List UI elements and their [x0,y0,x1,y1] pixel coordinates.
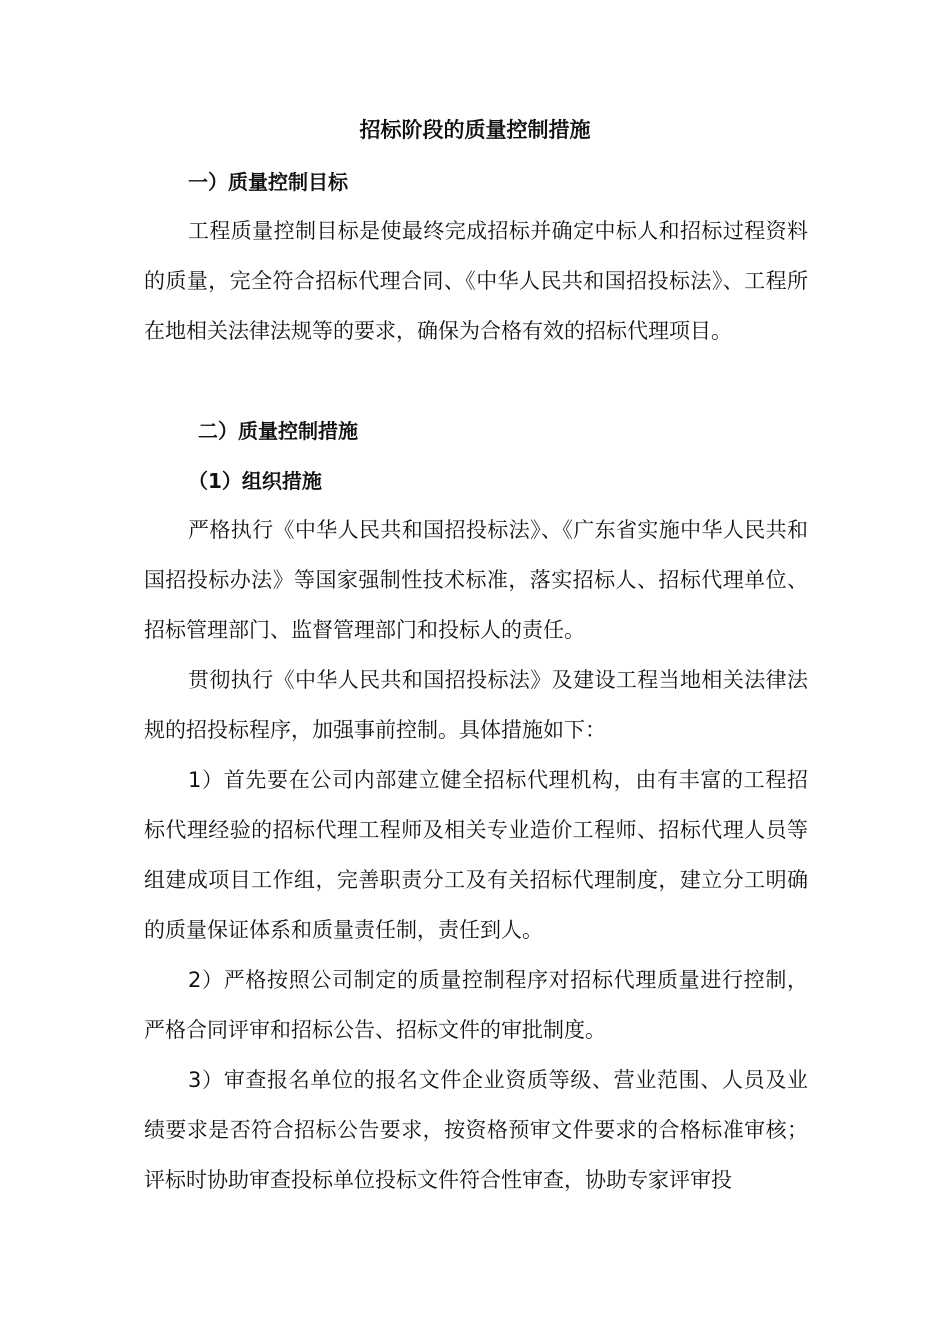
paragraph-procedure: 贯彻执行《中华人民共和国招投标法》及建设工程当地相关法律法规的招投标程序，加强事前控制。具体措施如下： [144,668,808,742]
section-heading-quality-measures: 二）质量控制措施 [198,419,358,443]
section-heading-quality-goal: 一）质量控制目标 [188,170,348,194]
paragraph-measure-1: 1）首先要在公司内部建立健全招标代理机构，由有丰富的工程招标代理经验的招标代理工程师及相关专业造价工程师、招标代理人员等组建成项目工作组，完善职责分工及有关招标代理制度，建立分工明确的质量保证体系和质量责任制，责任到人。 [144,768,808,942]
paragraph-measure-2: 2）严格按照公司制定的质量控制程序对招标代理质量进行控制，严格合同评审和招标公告、招标文件的审批制度。 [144,968,808,1042]
document-title: 招标阶段的质量控制措施 [359,118,591,142]
paragraph-quality-goal: 工程质量控制目标是使最终完成招标并确定中标人和招标过程资料的质量，完全符合招标代理合同、《中华人民共和国招投标法》、工程所在地相关法律法规等的要求，确保为合格有效的招标代理项目。 [144,219,808,343]
paragraph-law-enforcement: 严格执行《中华人民共和国招投标法》、《广东省实施中华人民共和国招投标办法》等国家强制性技术标准，落实招标人、招标代理单位、招标管理部门、监督管理部门和投标人的责任。 [144,518,808,642]
paragraph-measure-3: 3）审查报名单位的报名文件企业资质等级、营业范围、人员及业绩要求是否符合招标公告要求，按资格预审文件要求的合格标准审核；评标时协助审查投标单位投标文件符合性审查，协助专家评审投 [144,1068,808,1192]
subheading-organizational-measures: （1）组织措施 [188,469,322,493]
